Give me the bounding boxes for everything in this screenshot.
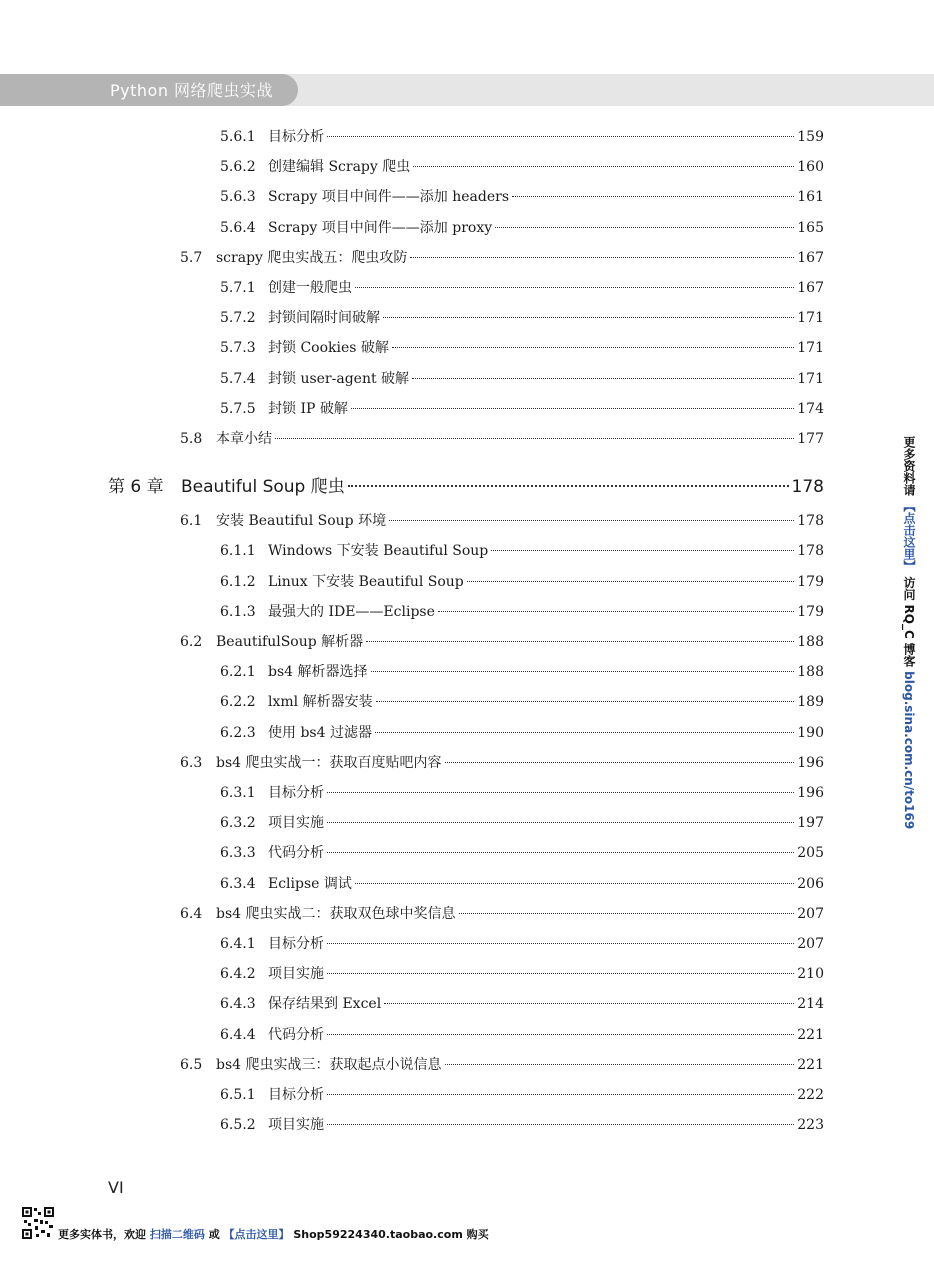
dot-leader (459, 913, 795, 914)
toc-entry (180, 629, 824, 655)
toc-entry (220, 275, 824, 301)
toc-entry-title: 代码分析 (268, 1026, 324, 1043)
toc-entry (220, 961, 824, 987)
toc-entry-title: 封锁 user-agent 破解 (268, 370, 410, 387)
toc-entry-page: 190 (797, 724, 824, 741)
toc-entry-title: Scrapy 项目中间件——添加 headers (268, 189, 510, 206)
toc-entry-number: 6.4.3 (220, 996, 256, 1013)
toc-entry-page: 207 (797, 905, 824, 922)
toc-chapter-entry (108, 472, 824, 502)
dot-leader (512, 196, 794, 197)
toc-entry (180, 508, 824, 534)
toc-entry-page: 189 (797, 694, 824, 711)
toc-entry-title: 项目实施 (268, 1117, 324, 1134)
dot-leader (445, 762, 795, 763)
toc-entry (220, 840, 824, 866)
dot-leader (355, 883, 794, 884)
dot-leader (467, 581, 794, 582)
dot-leader (376, 701, 795, 702)
dot-leader (410, 257, 794, 258)
toc-entry-number: 6.1.2 (220, 573, 256, 590)
toc-entry-title: bs4 爬虫实战三：获取起点小说信息 (216, 1056, 442, 1073)
dot-leader (371, 671, 795, 672)
promo-click-link[interactable]: 【点击这里】 (223, 1228, 290, 1241)
toc-entry-title: Linux 下安装 Beautiful Soup (268, 573, 464, 590)
toc-entry-number: 6.2.3 (220, 724, 256, 741)
toc-entry-number: 6.1.1 (220, 543, 256, 560)
toc-entry-page: 178 (797, 543, 824, 560)
toc-entry-number: 6.2 (180, 634, 203, 650)
dot-leader (327, 852, 794, 853)
dot-leader (327, 1124, 794, 1125)
toc-entry-title: 封锁 IP 破解 (268, 400, 348, 417)
toc-entry-title: 目标分析 (268, 1087, 324, 1103)
toc-entry (220, 810, 824, 836)
toc-entry-title: 保存结果到 Excel (268, 996, 382, 1013)
toc-entry (220, 871, 824, 897)
toc-entry-title: 目标分析 (268, 129, 324, 145)
toc-entry-number: 6.5.1 (220, 1087, 256, 1103)
toc-entry (220, 124, 824, 150)
toc-entry-title: bs4 爬虫实战一：获取百度贴吧内容 (216, 754, 442, 771)
toc-entry-page: 223 (797, 1117, 824, 1134)
dot-leader (327, 792, 794, 793)
toc-entry-title: BeautifulSoup 解析器 (216, 634, 364, 650)
toc-entry-number: 6.3 (180, 754, 203, 771)
toc-entry-number: 6.3.2 (220, 815, 256, 832)
dot-leader (413, 166, 794, 167)
toc-entry (220, 720, 824, 746)
dot-leader (383, 317, 794, 318)
toc-entry-title: Eclipse 调试 (268, 875, 352, 892)
promo-shop-text: Shop59224340.taobao.com 购买 (293, 1228, 489, 1241)
dot-leader (438, 611, 794, 612)
dot-leader (327, 1034, 794, 1035)
toc-entry (220, 569, 824, 595)
toc-entry-page: 167 (797, 249, 824, 266)
toc-entry-number: 5.7 (180, 249, 203, 266)
toc-entry (220, 215, 824, 241)
toc-entry-title: Windows 下安装 Beautiful Soup (268, 543, 489, 560)
dot-leader (327, 943, 794, 944)
toc-entry-title: 创建一般爬虫 (268, 280, 352, 296)
toc-entry-page: 221 (797, 1026, 824, 1043)
dot-leader (375, 732, 794, 733)
promo-line (58, 1226, 489, 1242)
toc-entry-number: 5.7.5 (220, 400, 256, 417)
toc-entry-title: 安装 Beautiful Soup 环境 (216, 513, 387, 530)
toc-entry-title: bs4 解析器选择 (268, 664, 368, 681)
toc-entry-page: 179 (797, 573, 824, 590)
toc-entry-page: 222 (797, 1087, 824, 1103)
toc-entry (220, 780, 824, 806)
toc-entry-title: Scrapy 项目中间件——添加 proxy (268, 219, 493, 236)
toc-entry-title: 最强大的 IDE——Eclipse (268, 603, 435, 620)
toc-entry-number: 6.4.2 (220, 966, 256, 983)
toc-entry-page: 171 (797, 370, 824, 387)
toc-entry-page: 165 (797, 219, 824, 236)
toc-entry-number: 6.3.4 (220, 875, 256, 892)
toc-entry-page: 178 (791, 477, 824, 498)
toc-entry-number: 6.5.2 (220, 1117, 256, 1134)
dot-leader (355, 287, 794, 288)
toc-entry (220, 1082, 824, 1108)
dot-leader (389, 520, 794, 521)
toc-entry (220, 396, 824, 422)
toc-entry-page: 214 (797, 996, 824, 1013)
toc-entry-page: 221 (797, 1056, 824, 1073)
toc-entry (180, 426, 824, 452)
toc-entry-title: scrapy 爬虫实战五：爬虫攻防 (216, 249, 408, 266)
dot-leader (327, 822, 794, 823)
toc-entry-page: 160 (797, 159, 824, 176)
toc-entry-number: 5.7.4 (220, 370, 256, 387)
toc-entry (220, 538, 824, 564)
dot-leader (491, 550, 794, 551)
toc-entry (220, 689, 824, 715)
dot-leader (392, 347, 794, 348)
toc-entry-page: 196 (797, 785, 824, 801)
toc-entry-number: 5.6.4 (220, 219, 256, 236)
promo-text: 更多实体书，欢迎 (58, 1228, 146, 1241)
toc-entry-number: 6.3.3 (220, 845, 256, 862)
toc-entry-number: 5.7.1 (220, 280, 256, 296)
promo-text-2: 或 (208, 1228, 220, 1241)
toc-entry (220, 599, 824, 625)
toc-entry-page: 174 (797, 400, 824, 417)
dot-leader (495, 227, 794, 228)
toc-entry (180, 901, 824, 927)
side-note-text-2: 访问 RQ_C 博客 (902, 576, 916, 667)
promo-qr-link[interactable]: 扫描二维码 (149, 1228, 205, 1241)
toc-entry-page: 207 (797, 936, 824, 952)
toc-entry-page: 205 (797, 845, 824, 862)
toc-entry-page: 210 (797, 966, 824, 983)
dot-leader (412, 378, 794, 379)
toc-entry-number: 6.4.4 (220, 1026, 256, 1043)
toc-entry-page: 167 (797, 280, 824, 296)
toc-entry-number: 6.2.2 (220, 694, 256, 711)
toc-entry-page: 188 (797, 664, 824, 681)
toc-entry (180, 245, 824, 271)
toc-entry-number: 6.1.3 (220, 603, 256, 620)
dot-leader (327, 136, 794, 137)
toc-entry-page: 179 (797, 603, 824, 620)
dot-leader (445, 1064, 795, 1065)
toc-entry-page: 188 (797, 634, 824, 650)
toc-entry-page: 159 (797, 129, 824, 145)
toc-entry-title: 项目实施 (268, 815, 324, 832)
toc-entry-title: 目标分析 (268, 936, 324, 952)
toc-entry-number: 5.6.1 (220, 129, 256, 145)
dot-leader (275, 438, 794, 439)
toc-entry-number: 6.1 (180, 513, 203, 530)
toc-entry-title: lxml 解析器安装 (268, 694, 373, 711)
toc-entry (180, 750, 824, 776)
dot-leader (348, 485, 789, 487)
toc-entry (220, 305, 824, 331)
toc-entry (220, 335, 824, 361)
toc-entry-number: 6.4.1 (220, 936, 256, 952)
toc-entry (220, 659, 824, 685)
side-note (896, 436, 918, 829)
toc-entry-title: 目标分析 (268, 785, 324, 801)
toc-entry-page: 206 (797, 875, 824, 892)
toc-entry (180, 1052, 824, 1078)
dot-leader (366, 641, 794, 642)
toc-entry (220, 991, 824, 1017)
toc-entry-title: 封锁间隔时间破解 (268, 310, 380, 327)
qr-code-icon[interactable] (21, 1206, 55, 1240)
toc-entry-page: 171 (797, 310, 824, 327)
toc-entry-title: 创建编辑 Scrapy 爬虫 (268, 159, 411, 176)
dot-leader (384, 1003, 794, 1004)
toc-entry-page: 177 (797, 431, 824, 447)
toc-entry-title: 代码分析 (268, 845, 324, 862)
toc-entry-number: 5.7.2 (220, 310, 256, 327)
toc-entry-number: 第 6 章 (108, 477, 164, 498)
toc-entry-page: 197 (797, 815, 824, 832)
page-number: VI (108, 1178, 124, 1197)
toc-entry-number: 6.3.1 (220, 785, 256, 801)
toc-entry-number: 5.8 (180, 431, 203, 447)
side-note-link[interactable]: 【点击这里】 (902, 500, 916, 573)
toc-entry-number: 5.7.3 (220, 340, 256, 357)
dot-leader (327, 973, 794, 974)
running-header-title: Python 网络爬虫实战 (110, 81, 274, 100)
toc-entry-number: 6.5 (180, 1056, 203, 1073)
toc-entry-title: Beautiful Soup 爬虫 (181, 477, 345, 498)
side-note-text: 更多资料请 (902, 436, 916, 496)
toc-entry-number: 6.2.1 (220, 664, 256, 681)
toc-entry-title: 封锁 Cookies 破解 (268, 340, 389, 357)
toc-entry (220, 1112, 824, 1138)
toc-entry (220, 366, 824, 392)
dot-leader (327, 1094, 794, 1095)
toc-entry-page: 171 (797, 340, 824, 357)
toc-entry-number: 6.4 (180, 905, 203, 922)
toc-entry (220, 1022, 824, 1048)
toc-entry (220, 931, 824, 957)
toc-entry-title: 使用 bs4 过滤器 (268, 724, 372, 741)
toc-entry (220, 184, 824, 210)
dot-leader (351, 408, 794, 409)
toc-entry-page: 178 (797, 513, 824, 530)
toc-entry-number: 5.6.2 (220, 159, 256, 176)
toc-entry-number: 5.6.3 (220, 189, 256, 206)
toc-entry-title: bs4 爬虫实战二：获取双色球中奖信息 (216, 905, 456, 922)
toc-entry-title: 本章小结 (216, 431, 272, 447)
toc-entry (220, 154, 824, 180)
toc-entry-page: 196 (797, 754, 824, 771)
toc-entry-title: 项目实施 (268, 966, 324, 983)
toc-entry-page: 161 (797, 189, 824, 206)
side-note-blog-link[interactable]: blog.sina.com.cn/to169 (902, 671, 916, 830)
